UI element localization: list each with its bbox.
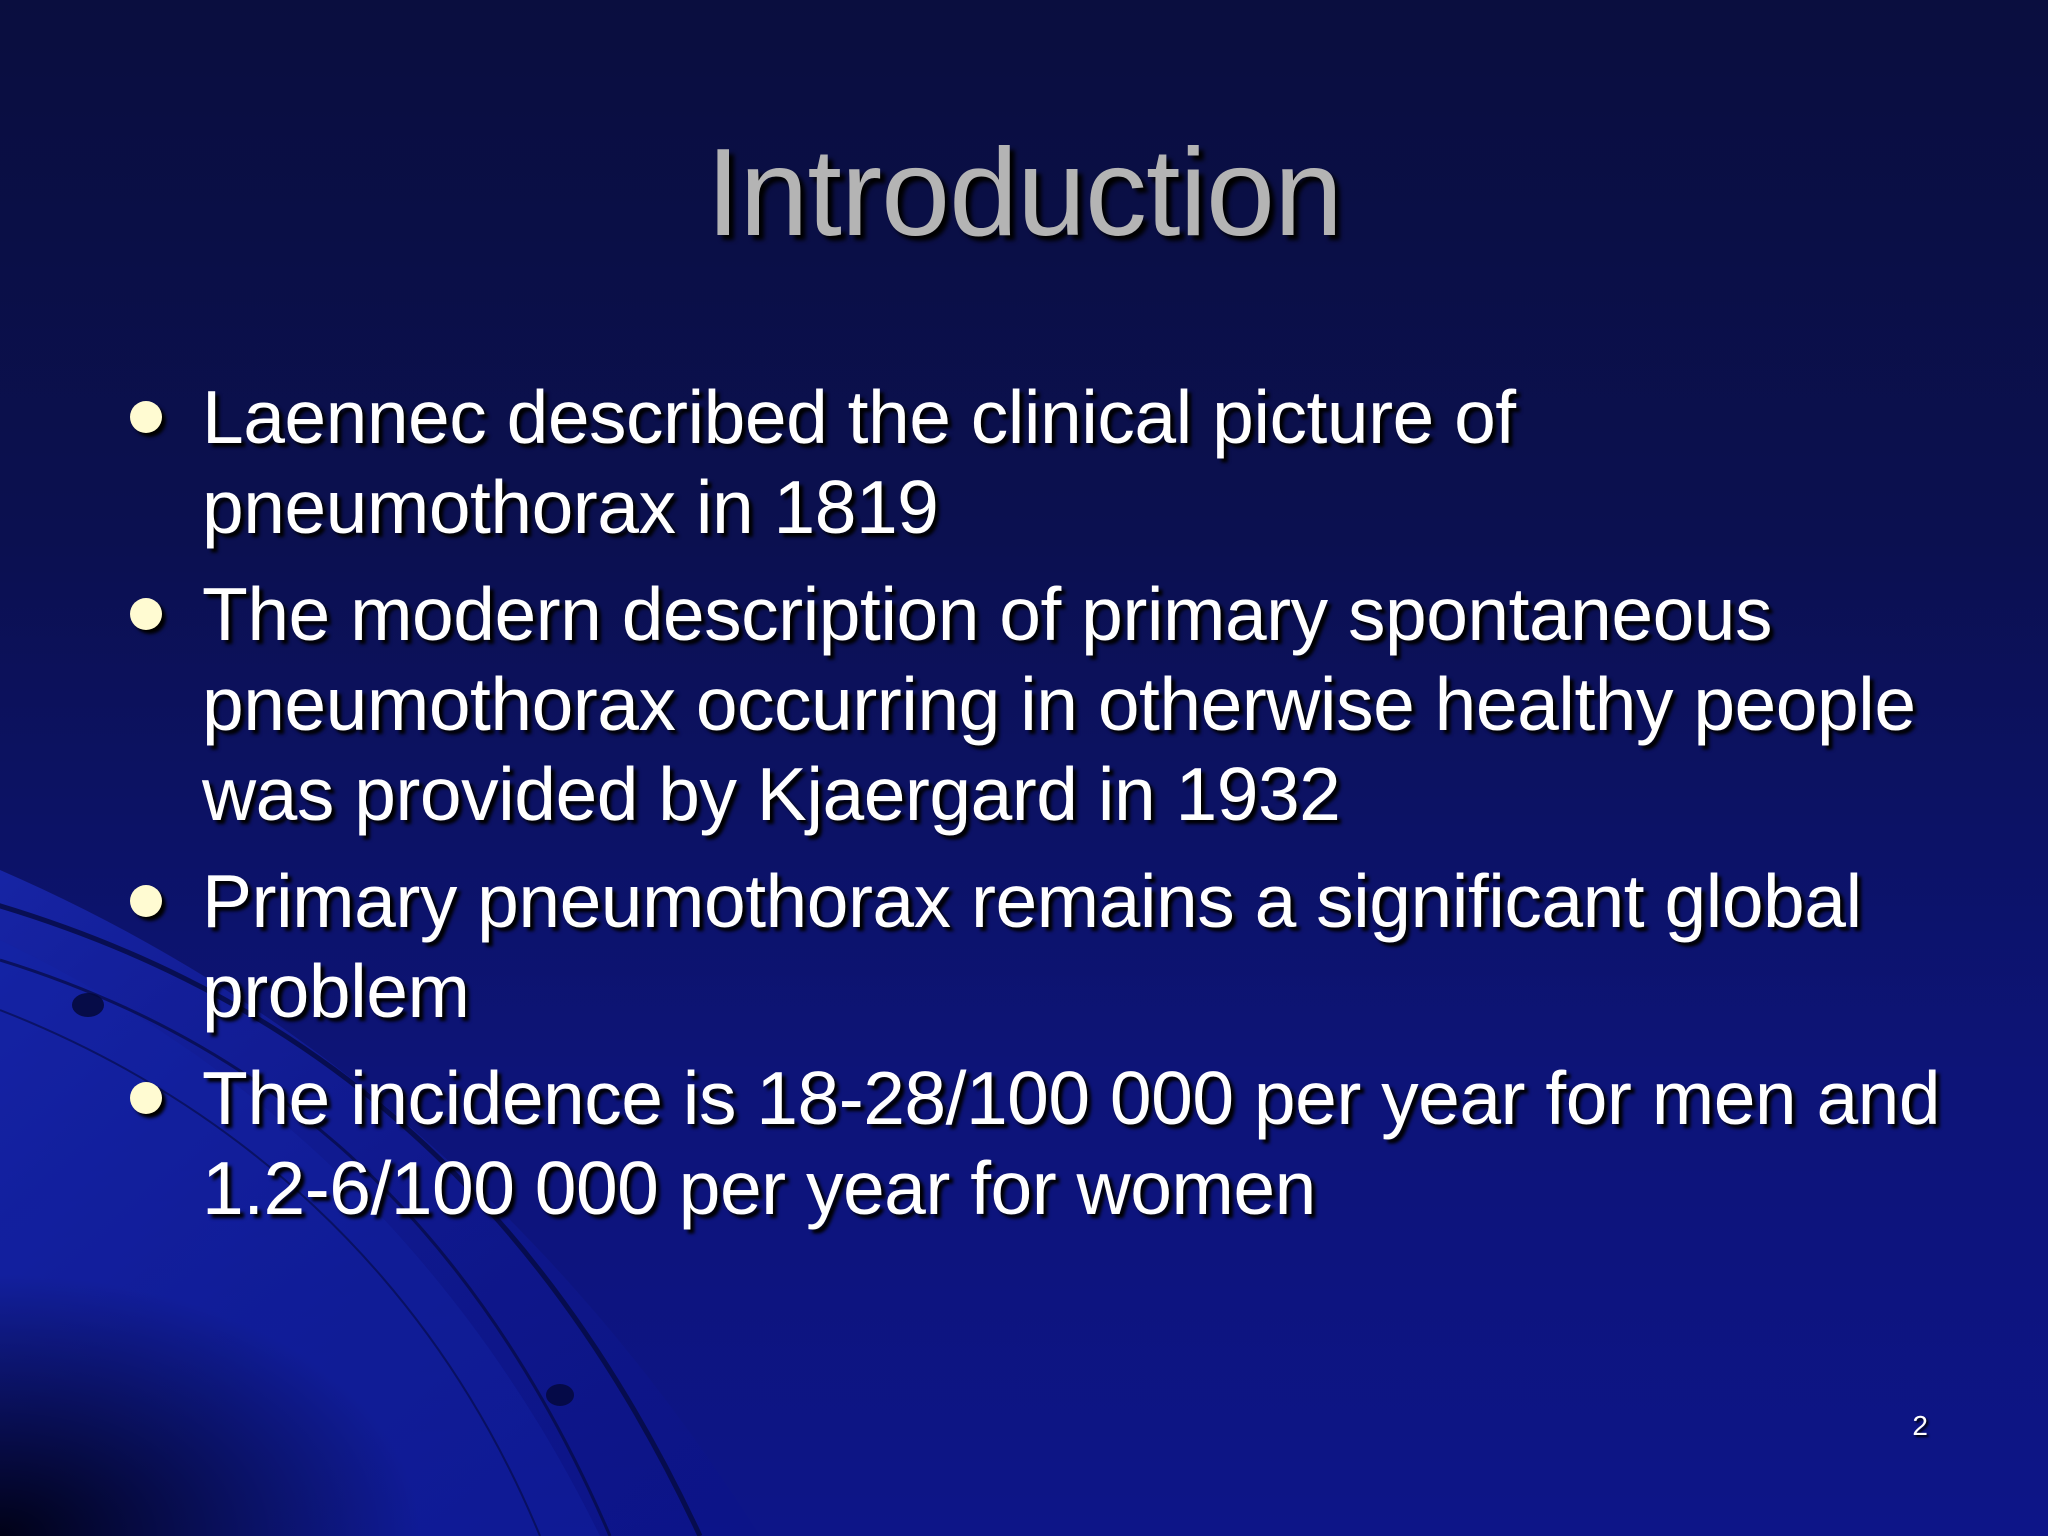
bullet-item [125,569,2005,839]
bullet-dot-icon [130,1082,162,1114]
bullet-item [125,372,2005,552]
bullet-text: The modern description of primary spontaneous pneumothorax occurring in otherwise healthy people was provided by Kjaergard in 1932 [202,572,1916,836]
slide-title: Introduction [706,124,1342,262]
bullet-text: Laennec described the clinical picture of pneumothorax in 1819 [202,375,1516,549]
bullet-dot-icon [130,401,162,433]
slide-number: 2 [1912,1410,1928,1441]
bullet-dot-icon [130,598,162,630]
bullet-item [125,856,2005,1036]
bullet-text: Primary pneumothorax remains a significant global problem [202,859,1862,1033]
bullet-text: The incidence is 18-28/100 000 per year for men and 1.2-6/100 000 per year for women [202,1056,1941,1230]
bullet-dot-icon [130,885,162,917]
bullet-item [125,1053,2005,1233]
bullet-list [125,372,2005,1250]
